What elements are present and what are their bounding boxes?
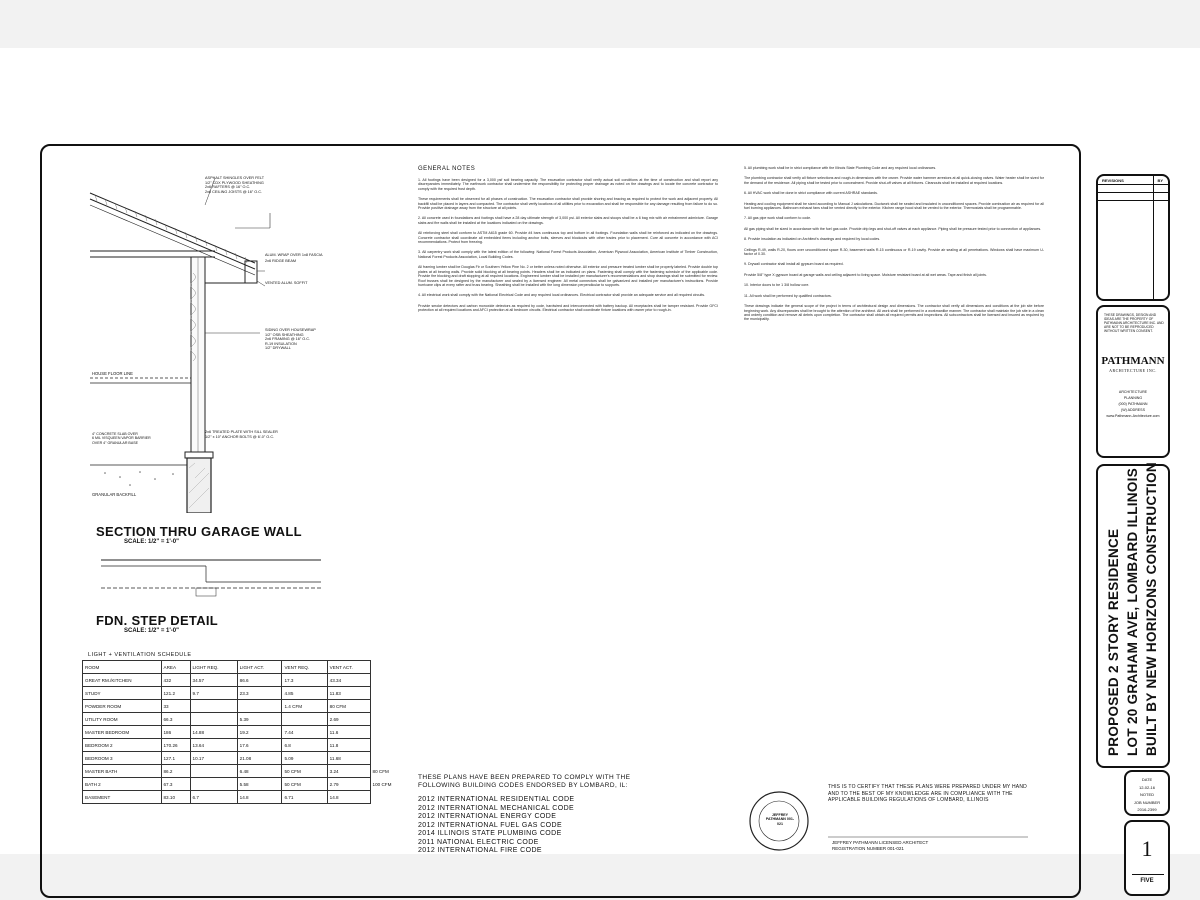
notes-column-2 bbox=[744, 166, 1044, 766]
schedule-cell-extra: 80 CFM bbox=[372, 768, 389, 774]
schedule-cell: 67.3 bbox=[161, 778, 190, 791]
code-item: 2012 INTERNATIONAL RESIDENTIAL CODE bbox=[418, 796, 575, 803]
firm-detail-line: ARCHITECTURE bbox=[1118, 390, 1148, 394]
schedule-cell: 86.6 bbox=[237, 674, 282, 687]
firm-detail-line: (000) PATHMANN bbox=[1118, 402, 1148, 406]
schedule-title: LIGHT + VENTILATION SCHEDULE bbox=[88, 652, 192, 658]
note-paragraph: 9. Drywall contractor shall install all gypsum board as required. bbox=[744, 262, 844, 267]
schedule-cell: BATH 2 bbox=[83, 778, 162, 791]
schedule-row bbox=[83, 700, 407, 713]
note-paragraph: 6. All HVAC work shall be done in strict compliance with current ASHRAE standards. bbox=[744, 191, 878, 196]
code-item: 2012 INTERNATIONAL FIRE CODE bbox=[418, 847, 543, 854]
schedule-cell: 17.6 bbox=[237, 739, 282, 752]
schedule-cell: 19.2 bbox=[237, 726, 282, 739]
schedule-cell: 33 bbox=[161, 700, 190, 713]
project-title-box bbox=[1096, 464, 1170, 768]
schedule-cell bbox=[190, 765, 237, 778]
note-filler: All framing lumber shall be Douglas Fir or Southern Yellow Pine No. 2 or better unless noted otherwise. All exterior and pressure treated lumber shall be properly labeled. Provide double top plates at all bearing walls. Provide solid blocking at all bearing points. Headers shall be as indicated on plans. Fastening shall comply with the fastening schedule of the applicable code. Provide fire blocking and draft stopping at all required locations. Engineered lumber shall be installed per manufacturer's recommendations and shop drawings shall be submitted for review. Roof trusses shall be designed by the manufacturer and sealed by a licensed engineer. All metal connectors shall be galvanized and installed per manufacturer's instructions. Provide hurricane clips at every rafter and truss bearing. Sheathing shall be installed with the long dimension perpendicular to supports. bbox=[418, 265, 718, 287]
schedule-cell: 1.4 CFM bbox=[282, 700, 327, 713]
step-detail-scale: SCALE: 1/2" = 1'-0" bbox=[124, 628, 179, 634]
section-title: SECTION THRU GARAGE WALL bbox=[96, 524, 302, 539]
job-info-line: NOTED bbox=[1140, 792, 1154, 797]
schedule-cell: 2.79 bbox=[327, 778, 370, 791]
schedule-cell: 127.1 bbox=[161, 752, 190, 765]
codes-intro: THESE PLANS HAVE BEEN PREPARED TO COMPLY WITH THE FOLLOWING BUILDING CODES ENDORSED BY LOMBARD, IL: bbox=[418, 774, 631, 789]
schedule-cell: 11.8 bbox=[327, 739, 370, 752]
architect-signature-label: JEFFREY PATHMANN LICENSED ARCHITECT bbox=[832, 840, 929, 845]
drawing-sheet bbox=[0, 48, 1200, 884]
firm-detail-line: (W) ADDRESS bbox=[1121, 408, 1145, 412]
schedule-cell: 7.44 bbox=[282, 726, 327, 739]
code-item: 2011 NATIONAL ELECTRIC CODE bbox=[418, 838, 539, 846]
revisions-divider bbox=[1153, 176, 1154, 299]
schedule-cell: 9.7 bbox=[190, 687, 237, 700]
schedule-row bbox=[83, 726, 407, 739]
schedule-cell: 6.8 bbox=[282, 739, 327, 752]
copyright-notice: THESE DRAWINGS, DESIGN AND IDEAS ARE THE PROPERTY OF PATHMANN ARCHITECTURE INC. AND ARE NOT TO BE REPRODUCED WITHOUT WRITTEN CONSENT. bbox=[1104, 313, 1164, 333]
schedule-row bbox=[83, 713, 407, 726]
schedule-cell: 86.2 bbox=[161, 765, 190, 778]
firm-detail-line: www.Pathmann-Architecture.com bbox=[1106, 414, 1160, 418]
code-item: 2012 INTERNATIONAL ENERGY CODE bbox=[418, 813, 557, 820]
note-paragraph: 5. All plumbing work shall be in strict compliance with the Illinois State Plumbing Code and any required local ordinances. bbox=[744, 166, 937, 170]
schedule-cell: 5.09 bbox=[282, 752, 327, 765]
firm-subname: ARCHITECTURE INC. bbox=[1109, 368, 1157, 373]
schedule-cell: 2.69 bbox=[327, 713, 370, 726]
code-item: 2014 ILLINOIS STATE PLUMBING CODE bbox=[418, 830, 562, 837]
note-filler: Provide smoke detectors and carbon monoxide detectors as required by code, hardwired and interconnected with battery backup. All receptacles shall be tamper resistant. Provide GFCI protection at all required locations and AFCI protection at all bedroom circuits. Electrical contractor shall coordinate fixture locations with owner prior to rough-in. bbox=[418, 303, 718, 313]
schedule-row bbox=[83, 791, 407, 804]
note-filler: Heating and cooling equipment shall be sized according to Manual J calculations. Ductwork shall be sealed and insulated in unconditioned spaces. Provide combustion air as required for all fuel burning appliances. Bathroom exhaust fans shall be vented directly to the exterior. Kitchen range hood shall be vented to the exterior. Thermostats shall be programmable. bbox=[744, 201, 1044, 211]
schedule-cell-extra: 100 CFM bbox=[372, 781, 392, 787]
schedule-row bbox=[83, 765, 407, 778]
schedule-cell: 66.3 bbox=[161, 713, 190, 726]
schedule-cell: 14.88 bbox=[190, 726, 237, 739]
note-filler: All reinforcing steel shall conform to ASTM A615 grade 60. Provide #4 bars continuous top and bottom in all footings. Foundation walls shall be reinforced as indicated on the drawings. Concrete contractor shall coordinate all embedded items including anchor bolts, sleeves and blockouts with other trades prior to placement. Cure all concrete in accordance with ACI recommendations. Protect from freezing. bbox=[418, 231, 718, 245]
schedule-cell: 50 CFM bbox=[282, 778, 327, 791]
note-paragraph: 3. All carpentry work shall comply with the latest edition of the following: National Forest Products Association, American Plywood Association, American Institute of Timber Construction, National Forest Products Association, Local Building Codes. bbox=[418, 250, 718, 259]
general-notes-heading: GENERAL NOTES bbox=[418, 166, 476, 172]
code-item: 2012 INTERNATIONAL FUEL GAS CODE bbox=[418, 821, 563, 829]
sheet-number: 1 bbox=[1141, 836, 1153, 861]
note-filler: Provide 5/8" type X gypsum board at garage walls and ceiling adjacent to living space. Moisture resistant board at all wet areas. Tape and finish all joints. bbox=[744, 272, 987, 277]
note-filler: Ceilings R-49, walls R-20, floors over unconditioned space R-30, basement walls R-15 continuous or R-19 cavity. Provide air sealing at all penetrations. Windows shall have maximum U-factor of 0.30. bbox=[744, 247, 1044, 257]
codes-list bbox=[418, 796, 718, 856]
schedule-cell bbox=[190, 778, 237, 791]
schedule-cell: 21.08 bbox=[237, 752, 282, 765]
schedule-cell: 80 CFM bbox=[327, 700, 370, 713]
schedule-cell: STUDY bbox=[83, 687, 162, 700]
job-info-line: 2016-2399 bbox=[1137, 807, 1157, 812]
note-paragraph: 1. All footings have been designed for a 3,000 psf soil bearing capacity. The excavation contractor shall verify actual soil conditions at the time of construction and shall report any discrepancies immediately. The earthwork contractor shall undermine the responsibility for protecting proper drainage as noted on the drawings and to locate the concrete contractor to comply with the required frost depth. bbox=[418, 178, 718, 191]
section-scale: SCALE: 1/2" = 1'-0" bbox=[124, 539, 179, 545]
annotation-house-floor-line: HOUSE FLOOR LINE bbox=[92, 371, 133, 376]
schedule-row bbox=[83, 674, 407, 687]
schedule-header-light-act: LIGHT ACT. bbox=[237, 661, 282, 674]
schedule-cell: 170.26 bbox=[161, 739, 190, 752]
step-detail-title: FDN. STEP DETAIL bbox=[96, 613, 219, 628]
schedule-cell: 14.8 bbox=[237, 791, 282, 804]
annotation-alum-wrap: ALUM. WRAP OVER 1x8 FASCIA bbox=[265, 253, 323, 257]
schedule-cell: MASTER BEDROOM bbox=[83, 726, 162, 739]
revisions-row-line bbox=[1098, 192, 1168, 193]
schedule-cell: 6.48 bbox=[237, 765, 282, 778]
notes-column-1 bbox=[418, 178, 718, 753]
firm-box bbox=[1096, 305, 1170, 458]
note-paragraph: 4. All electrical work shall comply with the National Electrical Code and any required local ordinances. Electrical contractor shall provide an adequate service and all required circuits. bbox=[418, 293, 706, 298]
note-paragraph: 10. Interior doors to be 1 3/8 hollow core. bbox=[744, 283, 810, 288]
job-info-line: JOB NUMBER bbox=[1133, 799, 1161, 805]
registration-number: REGISTRATION NUMBER 001-021 bbox=[832, 846, 904, 851]
schedule-row bbox=[83, 778, 407, 791]
schedule-table bbox=[82, 660, 407, 804]
foundation-step-drawing bbox=[96, 548, 326, 608]
schedule-cell bbox=[282, 713, 327, 726]
schedule-cell: MASTER BATH bbox=[83, 765, 162, 778]
certification-statement: THIS IS TO CERTIFY THAT THESE PLANS WERE PREPARED UNDER MY HAND AND TO THE BEST OF MY KNOWLEDGE ARE IN COMPLIANCE WITH THE APPLICABLE BUILDING REGULATIONS OF LOMBARD, ILLINOIS bbox=[828, 784, 1027, 803]
seal-text: JEFFREY PATHMANN 001-021 bbox=[765, 813, 795, 826]
schedule-cell: 121.2 bbox=[161, 687, 190, 700]
schedule-cell: 10.17 bbox=[190, 752, 237, 765]
schedule-cell: 23.3 bbox=[237, 687, 282, 700]
schedule-cell bbox=[190, 700, 237, 713]
schedule-cell: BEDROOM 2 bbox=[83, 739, 162, 752]
codes-intro-wrapper bbox=[418, 774, 718, 790]
note-filler: The plumbing contractor shall verify all fixture selections and rough-in dimensions with the owner. Provide water hammer arrestors at all quick-closing valves. Water heater shall be sized for the demand of the residence. All piping shall be tested prior to concealment. Provide shut-off valves at all fixtures. Cleanouts shall be installed at required locations. bbox=[744, 176, 1044, 185]
schedule-header-vent-req: VENT REQ. bbox=[282, 661, 327, 674]
schedule-cell: 11.68 bbox=[327, 752, 370, 765]
note-filler: These requirements shall be observed for all phases of construction. The excavation contractor shall provide shoring and bracing as required to protect the work and adjacent property. All backfill shall be placed in layers and compacted. The contractor shall verify locations of all utilities prior to excavation and shall be responsible for any damage resulting from failure to do so. Provide positive drainage away from the structure at all points. bbox=[418, 197, 718, 211]
schedule-cell: 5.39 bbox=[237, 713, 282, 726]
schedule-cell: 6.71 bbox=[282, 791, 327, 804]
annotation-vented-soffit: VENTED ALUM. SOFFIT bbox=[265, 281, 308, 285]
schedule-row bbox=[83, 739, 407, 752]
schedule-cell: 43.34 bbox=[327, 674, 370, 687]
firm-detail-line: PLANNING bbox=[1123, 396, 1143, 400]
annotation-vapor-barrier: 4" CONCRETE SLAB OVER 6 MIL VISQUEEN VAPOR BARRIER OVER 4" GRANULAR BASE bbox=[92, 432, 151, 445]
schedule-cell: UTILITY ROOM bbox=[83, 713, 162, 726]
revisions-header-row bbox=[1098, 176, 1168, 185]
schedule-cell: 13.64 bbox=[190, 739, 237, 752]
schedule-cell: 17.3 bbox=[282, 674, 327, 687]
schedule-header-vent-act: VENT ACT. bbox=[327, 661, 370, 674]
project-line-1: PROPOSED 2 STORY RESIDENCE bbox=[1106, 528, 1121, 756]
schedule-cell: 11.6 bbox=[327, 726, 370, 739]
sheet-number-box bbox=[1124, 820, 1170, 896]
note-filler: These drawings indicate the general scope of the project in terms of architectural design and dimensions. The contractor shall verify all dimensions and conditions at the job site before beginning work. Any discrepancies shall be brought to the attention of the architect. All work shall be performed in a workmanlike manner. The contractor shall maintain the job site in a clean and orderly condition and remove all debris upon completion. The contractor shall obtain all required permits and inspections. All subcontractors shall be licensed and insured as required by the municipality. bbox=[744, 304, 1044, 322]
building-codes-block bbox=[418, 774, 718, 856]
schedule-row bbox=[83, 687, 407, 700]
revisions-row-line bbox=[1098, 200, 1168, 201]
schedule-cell: 186 bbox=[161, 726, 190, 739]
schedule-cell bbox=[237, 700, 282, 713]
light-ventilation-schedule bbox=[82, 660, 407, 804]
code-item: 2012 INTERNATIONAL MECHANICAL CODE bbox=[418, 804, 575, 812]
schedule-row bbox=[83, 752, 407, 765]
schedule-cell: 6.7 bbox=[190, 791, 237, 804]
sheet-divider bbox=[1132, 874, 1164, 875]
schedule-header-area: AREA bbox=[161, 661, 190, 674]
annotation-sill-plate: 2x6 TREATED PLATE WITH SILL SEALER 1/2" x 10" ANCHOR BOLTS @ 6'-0" O.C. bbox=[205, 430, 278, 439]
schedule-cell: 11.83 bbox=[327, 687, 370, 700]
job-info-lines bbox=[1126, 776, 1168, 814]
job-info-line: 12-02-16 bbox=[1138, 784, 1155, 790]
annotation-granular-backfill: GRANULAR BACKFILL bbox=[92, 492, 137, 497]
note-paragraph: 11. All work shall be performed by qualified contractors. bbox=[744, 293, 832, 298]
schedule-cell: BEDROOM 3 bbox=[83, 752, 162, 765]
schedule-cell: 34.57 bbox=[190, 674, 237, 687]
schedule-cell: GREAT RM./KITCHEN bbox=[83, 674, 162, 687]
schedule-cell: 14.8 bbox=[327, 791, 370, 804]
revisions-box bbox=[1096, 174, 1170, 301]
schedule-cell bbox=[190, 713, 237, 726]
firm-name: PATHMANN bbox=[1101, 355, 1165, 367]
schedule-cell: POWDER ROOM bbox=[83, 700, 162, 713]
schedule-cell: 4.85 bbox=[282, 687, 327, 700]
note-paragraph: 8. Provide insulation as indicated on Architect's drawings and required by local codes. bbox=[744, 237, 881, 242]
schedule-cell: 50 CFM bbox=[282, 765, 327, 778]
note-paragraph: 7. All gas pipe work shall conform to code. bbox=[744, 216, 812, 221]
firm-details bbox=[1098, 389, 1168, 419]
note-filler: All gas piping shall be sized in accordance with the fuel gas code. Provide drip legs and shut-off valves at each appliance. Piping shall be pressure tested prior to connection of appliances. bbox=[744, 226, 1042, 231]
sheet-label: FIVE bbox=[1140, 878, 1154, 884]
project-line-2: LOT 20 GRAHAM AVE, LOMBARD ILLINOIS bbox=[1125, 467, 1140, 756]
annotation-ridge-beam: 2x6 RIDGE BEAM bbox=[265, 259, 297, 263]
schedule-header-room: ROOM bbox=[83, 661, 162, 674]
job-info-line: DATE bbox=[1141, 777, 1153, 782]
revisions-by-label: BY bbox=[1157, 178, 1163, 183]
schedule-cell: 3.24 bbox=[327, 765, 370, 778]
schedule-cell: BASEMENT bbox=[83, 791, 162, 804]
job-info-box bbox=[1124, 770, 1170, 816]
schedule-cell: 83.10 bbox=[161, 791, 190, 804]
section-annotation-roof: ASPHALT SHINGLES OVER FELT 1/2" CDX PLYWOOD SHEATHING 2x6 RAFTERS @ 16" O.C. 2x6 CEILING JOISTS @ 16" O.C. bbox=[205, 176, 265, 194]
schedule-cell: 432 bbox=[161, 674, 190, 687]
annotation-wall-assembly: SIDING OVER HOUSEWRAP 1/2" OSB SHEATHING 2x6 FRAMING @ 16" O.C. R-19 INSULATION 1/2" DRYWALL bbox=[265, 328, 316, 351]
schedule-header-light-req: LIGHT REQ. bbox=[190, 661, 237, 674]
note-paragraph: 2. All concrete used in foundations and footings shall have a 28 day ultimate strength of 3,000 psi. All exterior slabs and stoops shall be a 6 bag mix with air entrainment admixture. Garage slabs and fire walls shall be installed at the locations indicated on the drawings. bbox=[418, 216, 718, 225]
revisions-label: REVISIONS bbox=[1102, 178, 1124, 183]
project-line-3: BUILT BY NEW HORIZONS CONSTRUCTION bbox=[1144, 462, 1159, 756]
schedule-cell: 5.58 bbox=[237, 778, 282, 791]
